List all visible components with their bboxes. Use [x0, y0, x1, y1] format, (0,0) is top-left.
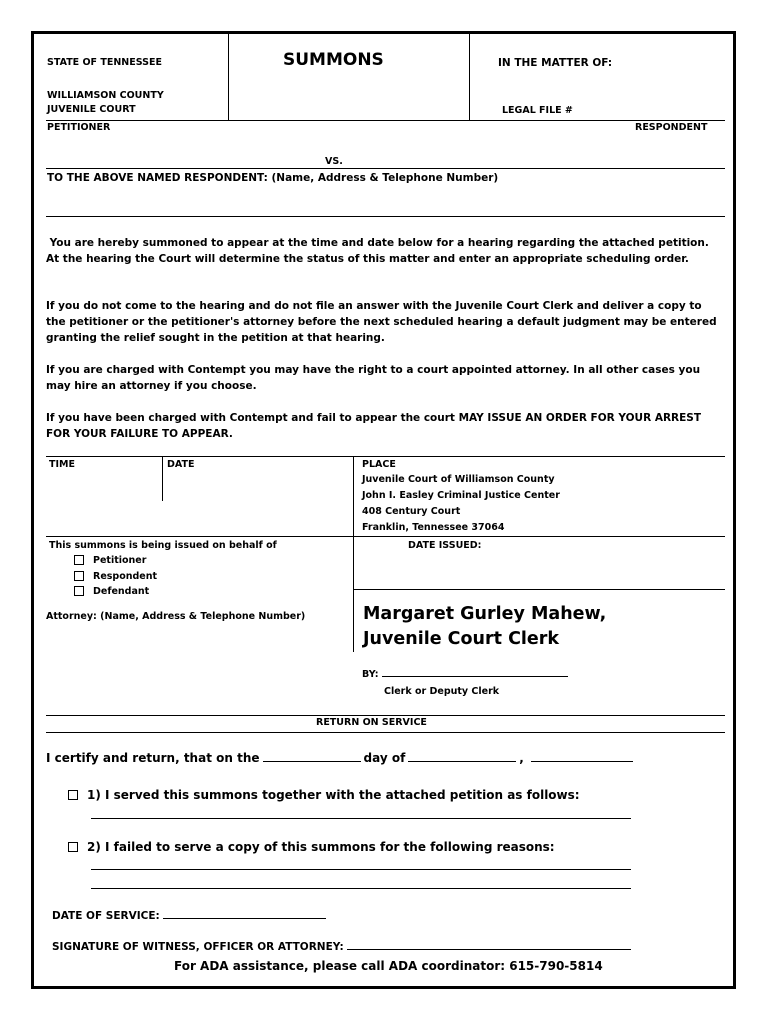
by-label	[362, 669, 571, 680]
schedule-top-rule	[46, 456, 725, 457]
time-label: TIME	[49, 459, 75, 470]
checkbox-icon[interactable]	[68, 842, 78, 852]
checkbox-icon[interactable]	[74, 555, 84, 565]
certify-text: I certify and return, that on the	[46, 751, 260, 765]
option-petitioner[interactable]	[74, 555, 146, 566]
option-respondent[interactable]	[74, 571, 157, 582]
date-of-service-line[interactable]	[163, 917, 326, 919]
option-label: Defendant	[93, 586, 150, 597]
option-defendant[interactable]	[74, 586, 149, 597]
served-details-line[interactable]	[91, 818, 631, 819]
legal-file-label: LEGAL FILE #	[502, 105, 573, 116]
respondent-label: RESPONDENT	[635, 122, 708, 133]
ada-notice: For ADA assistance, please call ADA coordinator: 615-790-5814	[174, 959, 603, 973]
place-line: Juvenile Court of Williamson County	[362, 474, 555, 485]
place-line: John I. Easley Criminal Justice Center	[362, 490, 560, 501]
place-line: Franklin, Tennessee 37064	[362, 522, 505, 533]
return-heading: RETURN ON SERVICE	[316, 717, 427, 728]
signature-line[interactable]	[382, 675, 568, 677]
served-option-label: 1) I served this summons together with the attached petition as follows:	[87, 788, 580, 802]
respondent-info-rule	[46, 216, 725, 217]
checkbox-icon[interactable]	[68, 790, 78, 800]
county-label: WILLIAMSON COUNTY	[47, 90, 164, 101]
date-label: DATE	[167, 459, 195, 470]
behalf-label: This summons is being issued on behalf of	[49, 540, 277, 551]
header-divider-right	[469, 34, 470, 121]
default-judgment-paragraph: If you do not come to the hearing and do not file an answer with the Juvenile Court Clerk and deliver a copy to the petitioner or the petitioner's attorney before the next scheduled hearing a default judgment may be entered granting the relief sought in the petition at that hearing.	[46, 300, 717, 344]
schedule-mid-rule	[46, 536, 725, 537]
signature-field	[52, 941, 634, 953]
clerk-name: Margaret Gurley Mahew,	[363, 604, 607, 624]
return-top-rule	[46, 715, 725, 716]
court-label: JUVENILE COURT	[47, 104, 136, 115]
summons-paragraph: You are hereby summoned to appear at the time and date below for a hearing regarding the attached petition. At the hearing the Court will determine the status of this matter and enter an appropriate scheduling order.	[46, 237, 713, 265]
versus-label: VS.	[325, 156, 343, 167]
date-of-service-field	[52, 910, 329, 922]
option-label: Respondent	[93, 571, 158, 582]
option-label: Petitioner	[93, 555, 147, 566]
respondent-info-label: TO THE ABOVE NAMED RESPONDENT: (Name, Address & Telephone Number)	[47, 172, 499, 184]
place-line: 408 Century Court	[362, 506, 461, 517]
attorney-label: Attorney: (Name, Address & Telephone Number)	[46, 611, 306, 622]
failed-reason-line[interactable]	[91, 869, 631, 870]
state-label: STATE OF TENNESSEE	[47, 57, 162, 68]
checkbox-icon[interactable]	[74, 586, 84, 596]
date-of-service-label: DATE OF SERVICE:	[52, 910, 160, 922]
failed-option[interactable]	[68, 840, 555, 854]
clerk-title: Juvenile Court Clerk	[363, 629, 560, 649]
place-label: PLACE	[362, 459, 396, 470]
served-option[interactable]	[68, 788, 580, 802]
arrest-warning-paragraph: If you have been charged with Contempt and fail to appear the court MAY ISSUE AN ORDER FOR YOUR ARREST FOR YOUR FAILURE TO APPEAR.	[46, 412, 702, 440]
petitioner-label: PETITIONER	[47, 122, 111, 133]
matter-label: IN THE MATTER OF:	[498, 57, 613, 69]
year-blank[interactable]	[531, 760, 633, 762]
failed-reason-line[interactable]	[91, 888, 631, 889]
clerk-or-deputy-label: Clerk or Deputy Clerk	[384, 686, 500, 697]
page-title: SUMMONS	[283, 50, 384, 70]
header-bottom-rule	[46, 120, 725, 121]
vs-rule	[46, 168, 725, 169]
date-issued-rule	[353, 589, 725, 590]
checkbox-icon[interactable]	[74, 571, 84, 581]
place-divider	[353, 456, 354, 652]
return-bottom-rule	[46, 732, 725, 733]
date-blank[interactable]	[263, 760, 361, 762]
month-blank[interactable]	[408, 760, 516, 762]
certify-line: I certify and return, that on the day of ,	[46, 751, 636, 765]
header-divider-left	[228, 34, 229, 121]
by-text: BY:	[362, 669, 379, 680]
signature-label: SIGNATURE OF WITNESS, OFFICER OR ATTORNEY:	[52, 941, 344, 953]
signature-witness-line[interactable]	[347, 948, 631, 950]
time-date-divider	[162, 456, 163, 501]
day-of-text: day of	[363, 751, 406, 765]
date-issued-label: DATE ISSUED:	[408, 540, 482, 551]
contempt-attorney-paragraph: If you are charged with Contempt you may have the right to a court appointed attorney. In all other cases you may hire an attorney if you choose.	[46, 364, 701, 392]
failed-option-label: 2) I failed to serve a copy of this summons for the following reasons:	[87, 840, 555, 854]
